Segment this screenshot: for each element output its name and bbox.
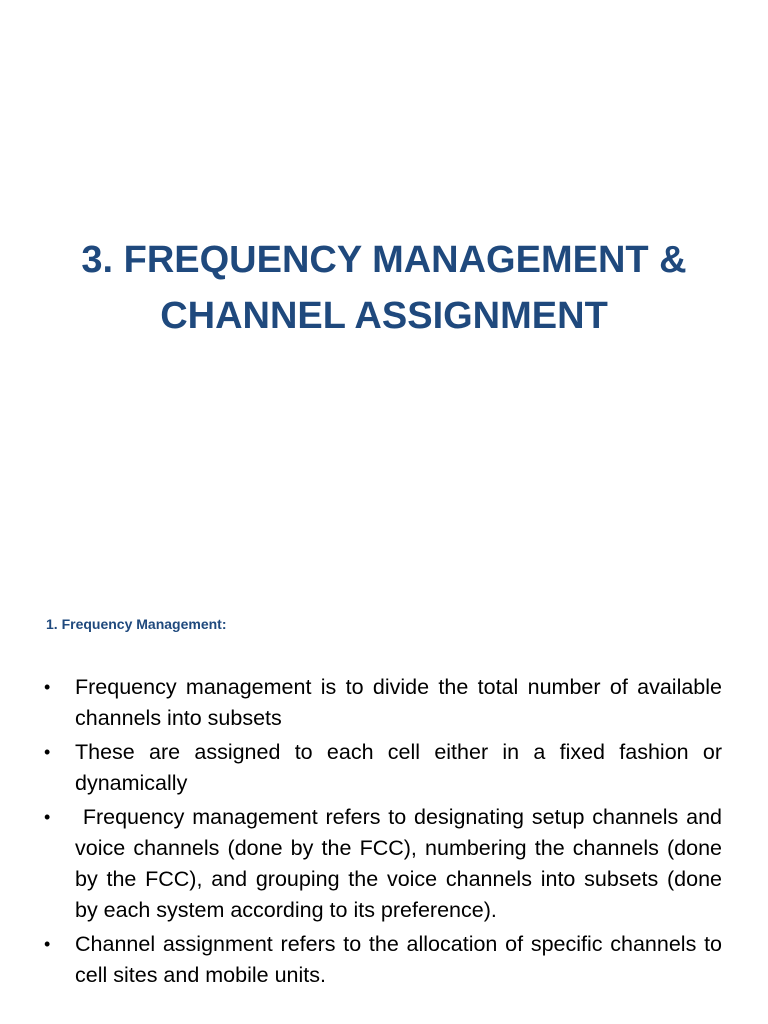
bullet-icon: •: [44, 934, 51, 954]
bullet-text: Channel assignment refers to the allocation of specific channels to cell sites and mobile units.: [75, 932, 722, 987]
bullet-text: These are assigned to each cell either in a fixed fashion or dynamically: [75, 740, 722, 795]
bullet-icon: •: [44, 677, 51, 697]
bullet-icon: •: [44, 807, 51, 827]
slide-title-line-1: 3. FREQUENCY MANAGEMENT &: [81, 239, 687, 281]
slide-title: [0, 232, 768, 344]
bullet-item: [44, 929, 722, 991]
bullet-text: Frequency management is to divide the total number of available channels into subsets: [75, 675, 722, 730]
bullet-item: [44, 737, 722, 799]
section-heading: 1. Frequency Management:: [46, 616, 227, 632]
bullet-text: Frequency management refers to designating setup channels and voice channels (done by the FCC), numbering the channels (done by the FCC), and grouping the voice channels into subsets (done by each system according to its preference).: [75, 805, 722, 922]
bullet-list: [44, 672, 722, 994]
bullet-icon: •: [44, 742, 51, 762]
bullet-item: [44, 672, 722, 734]
slide-title-line-2: CHANNEL ASSIGNMENT: [160, 295, 608, 337]
bullet-item: [44, 802, 722, 926]
